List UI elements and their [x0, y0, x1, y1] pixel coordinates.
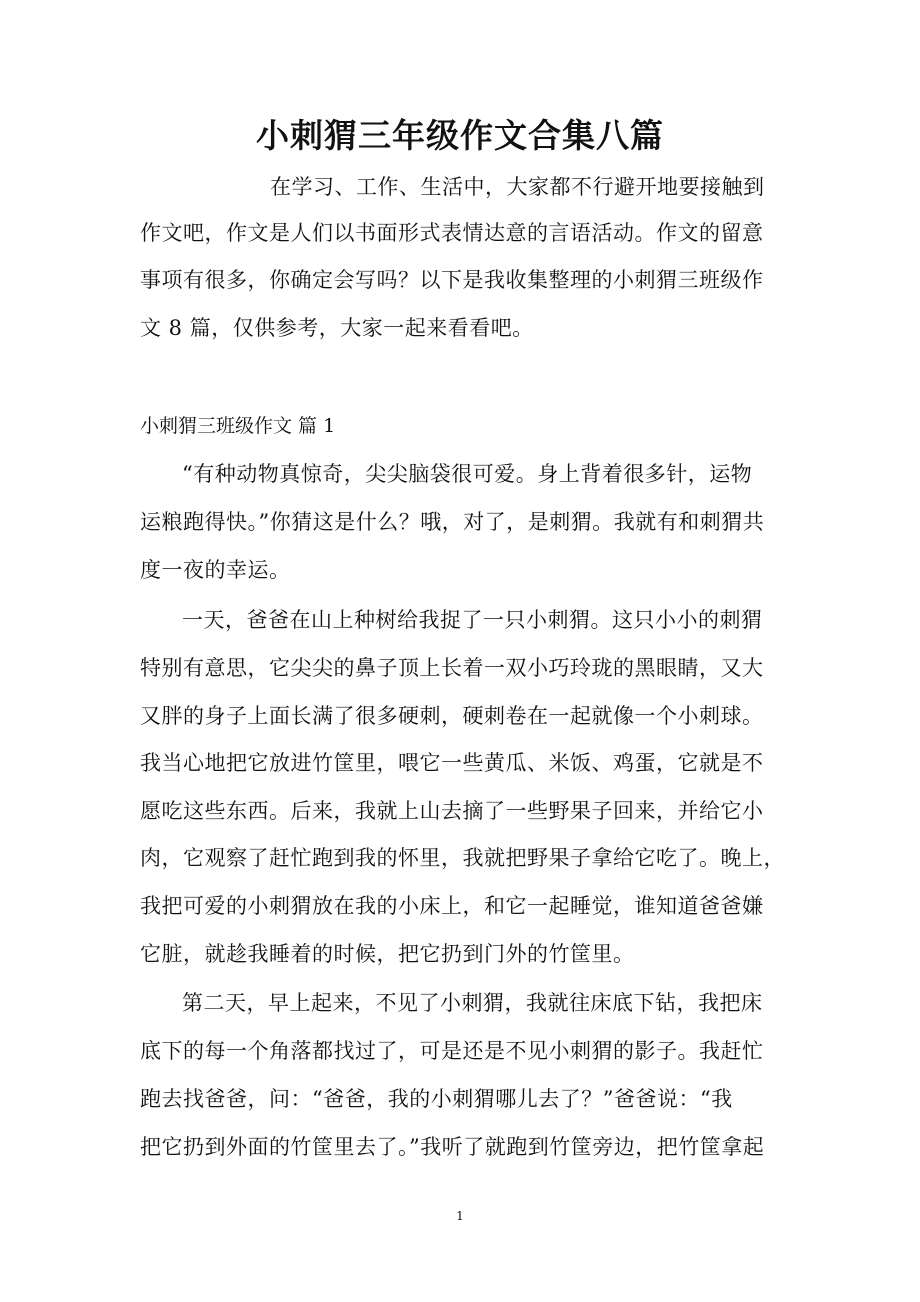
paragraph-line: 一天，爸爸在山上种树给我捉了一只小刺猬。这只小小的刺猬 [182, 608, 763, 632]
paragraph-line: 肉，它观察了赶忙跑到我的怀里，我就把野果子拿给它吃了。晚上， [140, 846, 785, 870]
paragraph-line: 度一夜的幸运。 [140, 558, 291, 582]
paragraph-line: 运粮跑得快。”你猜这是什么？哦，对了，是刺猬。我就有和刺猬共 [140, 510, 765, 534]
paragraph-line: 底下的每一个角落都找过了，可是还是不见小刺猬的影子。我赶忙 [140, 1039, 764, 1063]
paragraph-line: 我把可爱的小刺猬放在我的小床上，和它一起睡觉，谁知道爸爸嫌 [140, 894, 764, 918]
intro-line: 作文吧，作文是人们以书面形式表情达意的言语活动。作文的留意 [140, 221, 764, 245]
paragraph-line: “有种动物真惊奇，尖尖脑袋很可爱。身上背着很多针，运物 [182, 462, 753, 486]
paragraph-line: 它脏，就趁我睡着的时候，把它扔到门外的竹筐里。 [140, 942, 635, 966]
paragraph-line: 跑去找爸爸，问：“爸爸，我的小刺猬哪儿去了？”爸爸说：“我 [140, 1087, 733, 1111]
intro-line: 事项有很多，你确定会写吗？以下是我收集整理的小刺猬三班级作 [140, 268, 764, 292]
paragraph-line: 我当心地把它放进竹筐里，喂它一些黄瓜、米饭、鸡蛋，它就是不 [140, 751, 764, 775]
paragraph-line: 把它扔到外面的竹筐里去了。”我听了就跑到竹筐旁边，把竹筐拿起 [140, 1135, 765, 1159]
section-heading: 小刺猬三班级作文 篇 1 [140, 415, 336, 437]
paragraph-line: 又胖的身子上面长满了很多硬刺，硬刺卷在一起就像一个小刺球。 [140, 704, 764, 728]
page-number: 1 [456, 1209, 464, 1223]
paragraph-line: 第二天，早上起来，不见了小刺猬，我就往床底下钻，我把床 [182, 991, 763, 1015]
intro-line: 文 8 篇，仅供参考，大家一起来看看吧。 [140, 316, 534, 340]
document-title: 小刺猬三年级作文合集八篇 [256, 116, 664, 155]
paragraph-line: 愿吃这些东西。后来，我就上山去摘了一些野果子回来，并给它小 [140, 799, 764, 823]
intro-line: 在学习、工作、生活中，大家都不行避开地要接触到 [270, 175, 765, 199]
paragraph-line: 特别有意思，它尖尖的鼻子顶上长着一双小巧玲珑的黑眼睛，又大 [140, 656, 764, 680]
